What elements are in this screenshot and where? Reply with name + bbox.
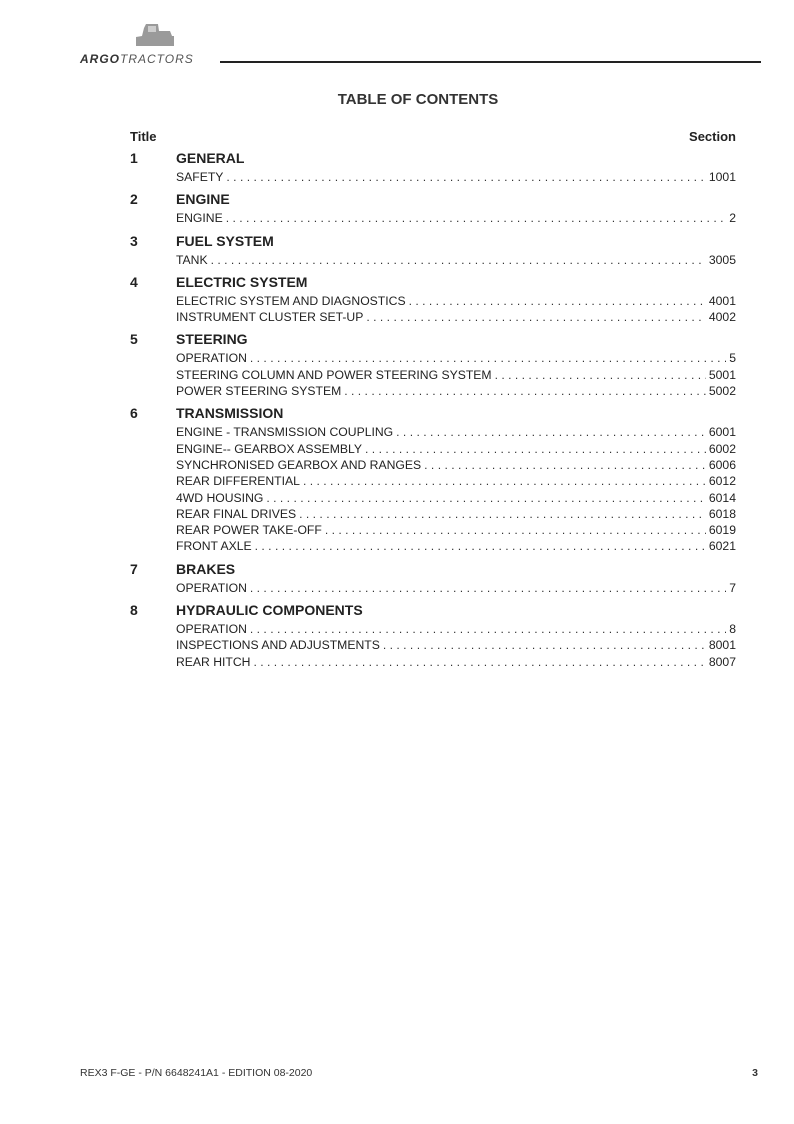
toc-entry-section: 1001 xyxy=(708,170,736,184)
toc-chapter-heading[interactable] xyxy=(130,274,736,293)
tractor-silhouette-icon xyxy=(132,22,176,50)
toc-entry[interactable] xyxy=(176,441,736,457)
brand-wordmark xyxy=(80,52,194,66)
toc-chapter-heading[interactable] xyxy=(130,233,736,252)
toc-entry[interactable] xyxy=(176,506,736,522)
dot-leader xyxy=(303,473,706,489)
toc-entry-section: 6021 xyxy=(708,539,736,554)
column-header-section: Section xyxy=(689,129,736,144)
toc-entry-label: REAR FINAL DRIVES xyxy=(176,506,297,521)
toc-entry-section: 6018 xyxy=(708,506,736,521)
chapter-number: 2 xyxy=(130,191,138,208)
chapter-title: HYDRAULIC COMPONENTS xyxy=(176,602,363,619)
toc-entry-label: OPERATION xyxy=(176,351,247,366)
toc-chapter xyxy=(130,602,736,670)
chapter-title: FUEL SYSTEM xyxy=(176,232,274,249)
dot-leader xyxy=(226,210,726,226)
toc-entry[interactable] xyxy=(176,522,736,538)
toc-entry[interactable] xyxy=(176,654,736,670)
toc-entry-section: 6001 xyxy=(708,425,736,440)
toc-entry-label: ENGINE-- GEARBOX ASSEMBLY xyxy=(176,441,363,456)
chapter-title: TRANSMISSION xyxy=(176,405,284,422)
toc-entry-section: 8 xyxy=(729,622,736,637)
brand-bold: ARGO xyxy=(80,52,120,66)
toc-entry[interactable] xyxy=(176,621,736,637)
toc-chapter xyxy=(130,274,736,326)
column-header-title: Title xyxy=(130,129,157,144)
toc-entry-section: 6019 xyxy=(708,523,736,538)
toc-entry-section: 4001 xyxy=(708,293,736,308)
chapter-title: ENGINE xyxy=(176,191,230,208)
dot-leader xyxy=(495,367,706,383)
toc-entry-section: 6006 xyxy=(708,457,736,472)
chapter-number: 7 xyxy=(130,560,138,577)
dot-leader xyxy=(299,506,706,522)
toc-entry-section: 5 xyxy=(729,351,736,366)
chapter-title: STEERING xyxy=(176,331,248,348)
chapter-number: 1 xyxy=(130,150,138,166)
chapter-number: 8 xyxy=(130,602,138,619)
dot-leader xyxy=(366,309,706,325)
toc-entry-section: 8001 xyxy=(708,638,736,653)
chapter-number: 3 xyxy=(130,232,138,249)
dot-leader xyxy=(344,383,706,399)
toc-entry[interactable] xyxy=(176,350,736,366)
chapter-number: 4 xyxy=(130,273,138,290)
toc-entry-label: POWER STEERING SYSTEM xyxy=(176,384,342,399)
chapter-number: 6 xyxy=(130,405,138,422)
toc-chapter-heading[interactable] xyxy=(130,602,736,621)
toc-entry-label: TANK xyxy=(176,252,208,267)
brand-logo xyxy=(80,22,200,66)
toc-entry-section: 6012 xyxy=(708,474,736,489)
toc-entry-label: ELECTRIC SYSTEM AND DIAGNOSTICS xyxy=(176,293,406,308)
chapter-title: ELECTRIC SYSTEM xyxy=(176,273,308,290)
page-header xyxy=(0,0,794,70)
toc-entry[interactable] xyxy=(176,169,736,185)
dot-leader xyxy=(409,293,706,309)
dot-leader xyxy=(211,252,706,268)
toc-entry[interactable] xyxy=(176,293,736,309)
table-of-contents xyxy=(130,150,736,676)
dot-leader xyxy=(266,490,706,506)
dot-leader xyxy=(255,538,706,554)
toc-chapter xyxy=(130,191,736,226)
toc-entry-label: SYNCHRONISED GEARBOX AND RANGES xyxy=(176,457,422,472)
dot-leader xyxy=(325,522,706,538)
toc-chapter xyxy=(130,233,736,268)
toc-entry-section: 7 xyxy=(729,580,736,595)
toc-entry-label: ENGINE - TRANSMISSION COUPLING xyxy=(176,425,394,440)
toc-entry-label: INSTRUMENT CLUSTER SET-UP xyxy=(176,310,364,325)
toc-chapter xyxy=(130,561,736,596)
toc-entry[interactable] xyxy=(176,637,736,653)
dot-leader xyxy=(253,654,705,670)
footer-document-id: REX3 F-GE - P/N 6648241A1 - EDITION 08-2020 xyxy=(80,1067,313,1079)
toc-chapter-heading[interactable] xyxy=(130,191,736,210)
dot-leader xyxy=(226,169,705,185)
toc-entry-section: 4002 xyxy=(708,310,736,325)
dot-leader xyxy=(383,637,706,653)
toc-entry-section: 2 xyxy=(729,211,736,226)
toc-entry[interactable] xyxy=(176,424,736,440)
toc-entry[interactable] xyxy=(176,490,736,506)
toc-entry-label: REAR DIFFERENTIAL xyxy=(176,474,300,489)
toc-entry[interactable] xyxy=(176,580,736,596)
toc-entry-label: REAR POWER TAKE-OFF xyxy=(176,523,322,538)
toc-entry-label: 4WD HOUSING xyxy=(176,490,264,505)
toc-entry-label: SAFETY xyxy=(176,170,224,184)
toc-entry[interactable] xyxy=(176,252,736,268)
toc-chapter-heading[interactable] xyxy=(130,331,736,350)
chapter-title: GENERAL xyxy=(176,150,245,166)
header-divider xyxy=(220,61,761,63)
toc-entry[interactable] xyxy=(176,538,736,554)
toc-chapter xyxy=(130,331,736,399)
footer-page-number: 3 xyxy=(752,1067,758,1079)
dot-leader xyxy=(396,424,706,440)
toc-entry-label: ENGINE xyxy=(176,211,223,226)
chapter-number: 5 xyxy=(130,331,138,348)
toc-entry[interactable] xyxy=(176,383,736,399)
dot-leader xyxy=(250,580,726,596)
toc-entry-section: 6002 xyxy=(708,441,736,456)
toc-entry[interactable] xyxy=(176,457,736,473)
toc-entry-section: 8007 xyxy=(708,654,736,669)
toc-entry-section: 5001 xyxy=(708,367,736,382)
toc-entry-label: STEERING COLUMN AND POWER STEERING SYSTEM xyxy=(176,367,492,382)
toc-entry[interactable] xyxy=(176,309,736,325)
dot-leader xyxy=(365,441,706,457)
toc-entry-label: REAR HITCH xyxy=(176,654,251,669)
toc-entry[interactable] xyxy=(176,210,736,226)
toc-chapter-heading[interactable] xyxy=(130,561,736,580)
toc-entry-label: FRONT AXLE xyxy=(176,539,252,554)
toc-entry-section: 6014 xyxy=(708,490,736,505)
toc-entry[interactable] xyxy=(176,473,736,489)
toc-entry-label: OPERATION xyxy=(176,580,247,595)
toc-chapter xyxy=(130,405,736,554)
toc-chapter-heading[interactable] xyxy=(130,150,736,169)
toc-entry-label: OPERATION xyxy=(176,622,247,637)
toc-entry-label: INSPECTIONS AND ADJUSTMENTS xyxy=(176,638,380,653)
toc-chapter-heading[interactable] xyxy=(130,405,736,424)
dot-leader xyxy=(250,350,726,366)
brand-light: TRACTORS xyxy=(120,52,194,66)
dot-leader xyxy=(250,621,726,637)
toc-entry-section: 5002 xyxy=(708,384,736,399)
toc-chapter xyxy=(130,150,736,185)
page-title: TABLE OF CONTENTS xyxy=(337,91,499,108)
toc-entry-section: 3005 xyxy=(708,252,736,267)
dot-leader xyxy=(424,457,706,473)
chapter-title: BRAKES xyxy=(176,560,236,577)
toc-entry[interactable] xyxy=(176,367,736,383)
